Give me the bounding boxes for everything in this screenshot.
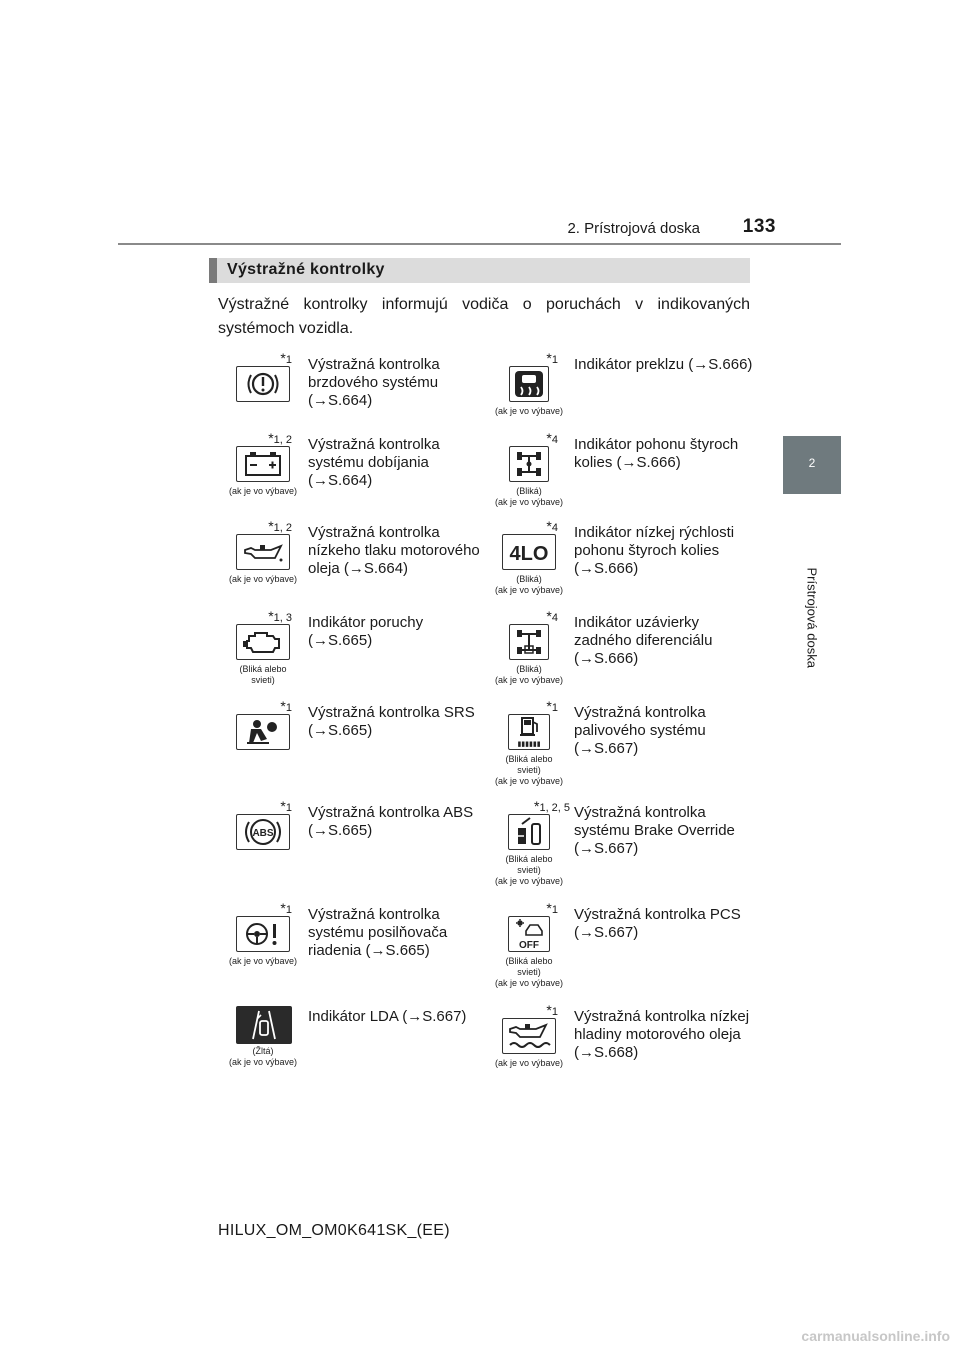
footnote-marker: *1: [280, 350, 292, 366]
indicator-caption: (Žltá) (ak je vo výbave): [228, 1046, 298, 1067]
battery-icon: [236, 446, 290, 482]
abs-icon: [236, 814, 290, 850]
indicator-caption: (ak je vo výbave): [494, 406, 564, 416]
indicator-caption: (Bliká alebo svieti) (ak je vo výbave): [494, 854, 564, 886]
indicator-description: Výstražná kontrolka palivového systému (→S.667): [574, 704, 706, 757]
indicator-description: Výstražná kontrolka PCS (→S.667): [574, 906, 741, 941]
indicator-description: Indikátor nízkej rýchlosti pohonu štyroch kolies (→S.666): [574, 524, 735, 577]
indicator-entry: [484, 610, 754, 710]
indicator-caption: (Bliká alebo svieti) (ak je vo výbave): [494, 956, 564, 988]
chapter-tab-label: Prístrojová doska: [804, 567, 820, 668]
power-steering-icon: [236, 916, 290, 952]
indicator-description: Výstražná kontrolka nízkej hladiny motorového oleja (→S.668): [574, 1008, 750, 1061]
brake-override-icon: [508, 814, 550, 850]
document-code: HILUX_OM_OM0K641SK_(EE): [218, 1222, 450, 1239]
indicator-entry: [218, 1004, 488, 1104]
indicator-caption: (Bliká alebo svieti) (ak je vo výbave): [494, 754, 564, 786]
oil-pressure-icon: [236, 534, 290, 570]
footnote-marker: *1, 2: [268, 430, 292, 446]
indicator-description: Indikátor poruchy (→S.665): [308, 614, 424, 649]
footnote-marker: *1, 2, 5: [534, 798, 571, 814]
section-heading-bar: [209, 258, 750, 283]
chapter-tab-number: 2: [808, 456, 816, 470]
indicator-description: Indikátor preklzu (→S.666): [574, 356, 753, 373]
svg-text:4LO: 4LO: [509, 543, 549, 565]
footnote-marker: *1: [546, 1002, 558, 1018]
indicator-description: Indikátor pohonu štyroch kolies (→S.666): [574, 436, 739, 471]
footnote-marker: *1: [280, 798, 292, 814]
indicator-description: Indikátor LDA (→S.667): [308, 1008, 467, 1025]
indicator-caption: (ak je vo výbave): [228, 486, 298, 496]
indicator-description: Výstražná kontrolka brzdového systému (→S.664): [308, 356, 440, 409]
lda-icon: [236, 1006, 292, 1044]
indicator-entry: [484, 700, 754, 800]
check-engine-icon: [236, 624, 290, 660]
indicator-description: Výstražná kontrolka ABS (→S.665): [308, 804, 474, 839]
indicator-entry: [218, 610, 488, 710]
indicator-entry: [218, 800, 488, 900]
indicator-description: Výstražná kontrolka SRS (→S.665): [308, 704, 475, 739]
footnote-marker: *1: [546, 698, 558, 714]
footnote-marker: *1: [280, 900, 292, 916]
indicator-entry: [484, 1004, 754, 1104]
indicator-entry: [484, 520, 754, 620]
4lo-indicator-icon: [502, 534, 556, 570]
section-intro-text: Výstražné kontrolky informujú vodiča o poruchách v indikovaných systémoch vozidla.: [218, 296, 750, 337]
svg-text:OFF: OFF: [519, 940, 539, 951]
brake-warning-icon: [236, 366, 290, 402]
indicator-description: Výstražná kontrolka systému dobíjania (→S.664): [308, 436, 440, 489]
footnote-marker: *1, 2: [268, 518, 292, 534]
rear-diff-lock-icon: [509, 624, 549, 660]
svg-text:ABS: ABS: [252, 828, 274, 839]
fuel-system-icon: [508, 714, 550, 750]
footnote-marker: *4: [546, 430, 558, 446]
indicator-entry: [218, 520, 488, 620]
indicator-entry: [218, 700, 488, 800]
header-divider: [118, 243, 841, 245]
header-section-title: 2. Prístrojová doska: [567, 220, 700, 237]
indicator-description: Výstražná kontrolka nízkeho tlaku motorového oleja (→S.664): [308, 524, 480, 577]
watermark-text: carmanualsonline.info: [801, 1328, 950, 1344]
section-heading-title: Výstražné kontrolky: [227, 261, 385, 278]
indicator-caption: (Bliká) (ak je vo výbave): [494, 664, 564, 685]
slip-indicator-icon: [509, 366, 549, 402]
indicator-entry: [218, 432, 488, 532]
indicator-entry: [484, 432, 754, 532]
indicator-caption: (ak je vo výbave): [228, 956, 298, 966]
srs-airbag-icon: [236, 714, 290, 750]
footnote-marker: *4: [546, 518, 558, 534]
indicator-entry: [218, 902, 488, 1002]
indicator-description: Výstražná kontrolka systému posilňovača riadenia (→S.665): [308, 906, 448, 959]
footnote-marker: *1, 3: [268, 608, 292, 624]
pcs-off-icon: [508, 916, 550, 952]
indicator-caption: (ak je vo výbave): [228, 574, 298, 584]
low-oil-level-icon: [502, 1018, 556, 1054]
footnote-marker: *4: [546, 608, 558, 624]
indicator-caption: (Bliká alebo svieti): [239, 664, 287, 685]
indicator-entry: [484, 800, 754, 900]
indicator-caption: (Bliká) (ak je vo výbave): [494, 574, 564, 595]
footnote-marker: *1: [280, 698, 292, 714]
indicator-description: Výstražná kontrolka systému Brake Override (→S.667): [574, 804, 735, 857]
4wd-indicator-icon: [509, 446, 549, 482]
indicator-caption: (Bliká) (ak je vo výbave): [494, 486, 564, 507]
footnote-marker: *1: [546, 350, 558, 366]
section-heading-marker: [209, 258, 217, 283]
footnote-marker: *1: [546, 900, 558, 916]
indicator-entry: [484, 902, 754, 1002]
indicator-description: Indikátor uzávierky zadného diferenciálu (→S.666): [574, 614, 713, 667]
svg-text:▮▮▮▮▮▮: ▮▮▮▮▮▮: [517, 741, 541, 748]
page-number: 133: [742, 216, 776, 237]
indicator-caption: (ak je vo výbave): [494, 1058, 564, 1068]
chapter-tab[interactable]: [783, 436, 841, 494]
